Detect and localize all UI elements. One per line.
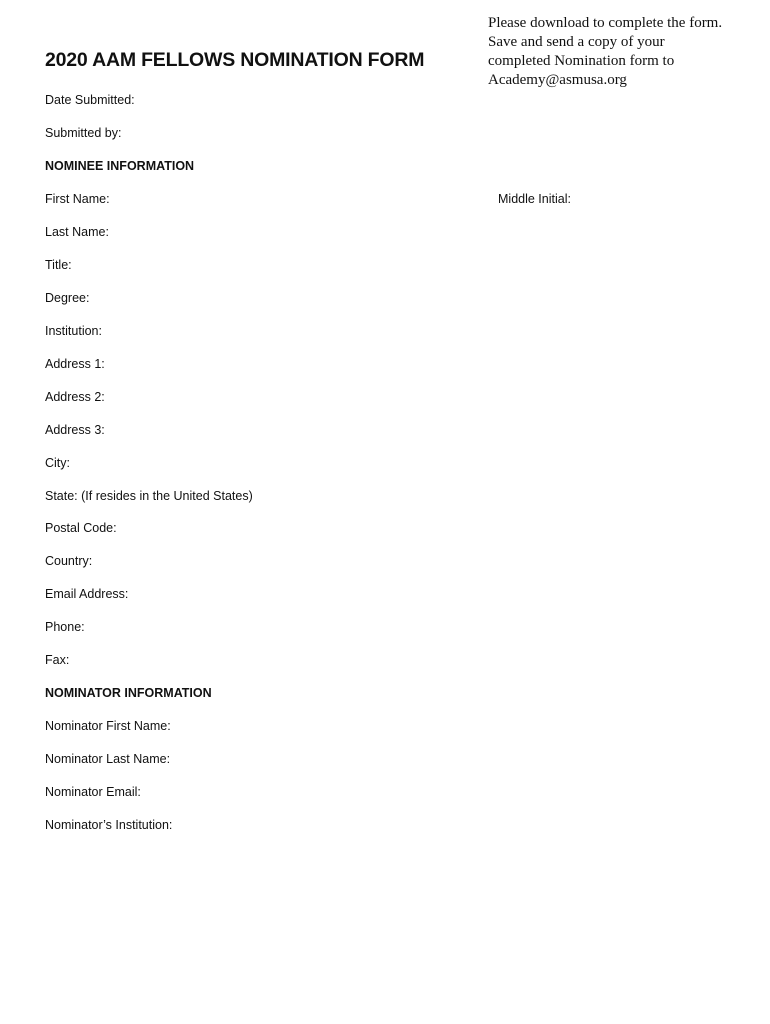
nominator-email-field[interactable]: Nominator Email: [45, 785, 141, 799]
note-email[interactable]: Academy@asmusa.org [488, 72, 627, 88]
form-title: 2020 AAM FELLOWS NOMINATION FORM [45, 49, 425, 71]
phone-field[interactable]: Phone: [45, 620, 85, 634]
fax-field[interactable]: Fax: [45, 653, 70, 667]
instructions-note [488, 14, 748, 90]
email-address-field[interactable]: Email Address: [45, 587, 129, 601]
address-2-field[interactable]: Address 2: [45, 390, 105, 404]
degree-field[interactable]: Degree: [45, 291, 90, 305]
last-name-field[interactable]: Last Name: [45, 225, 109, 239]
nominator-first-name-field[interactable]: Nominator First Name: [45, 719, 171, 733]
note-line: completed Nomination form to [488, 53, 675, 69]
institution-field[interactable]: Institution: [45, 324, 102, 338]
middle-initial-field[interactable]: Middle Initial: [498, 192, 571, 206]
note-line: Please download to complete the form. [488, 15, 723, 31]
address-1-field[interactable]: Address 1: [45, 357, 105, 371]
nominator-section-heading: NOMINATOR INFORMATION [45, 686, 212, 700]
first-name-field[interactable]: First Name: [45, 192, 110, 206]
state-field[interactable]: State: (If resides in the United States) [45, 489, 253, 503]
nominee-section-heading: NOMINEE INFORMATION [45, 159, 195, 173]
country-field[interactable]: Country: [45, 554, 93, 568]
date-submitted-field[interactable]: Date Submitted: [45, 93, 135, 107]
note-line: Save and send a copy of your [488, 34, 665, 50]
submitted-by-field[interactable]: Submitted by: [45, 126, 122, 140]
address-3-field[interactable]: Address 3: [45, 423, 105, 437]
nominator-institution-field[interactable]: Nominator’s Institution: [45, 818, 173, 832]
nominator-last-name-field[interactable]: Nominator Last Name: [45, 752, 171, 766]
city-field[interactable]: City: [45, 456, 70, 470]
postal-code-field[interactable]: Postal Code: [45, 521, 117, 535]
title-field[interactable]: Title: [45, 258, 72, 272]
